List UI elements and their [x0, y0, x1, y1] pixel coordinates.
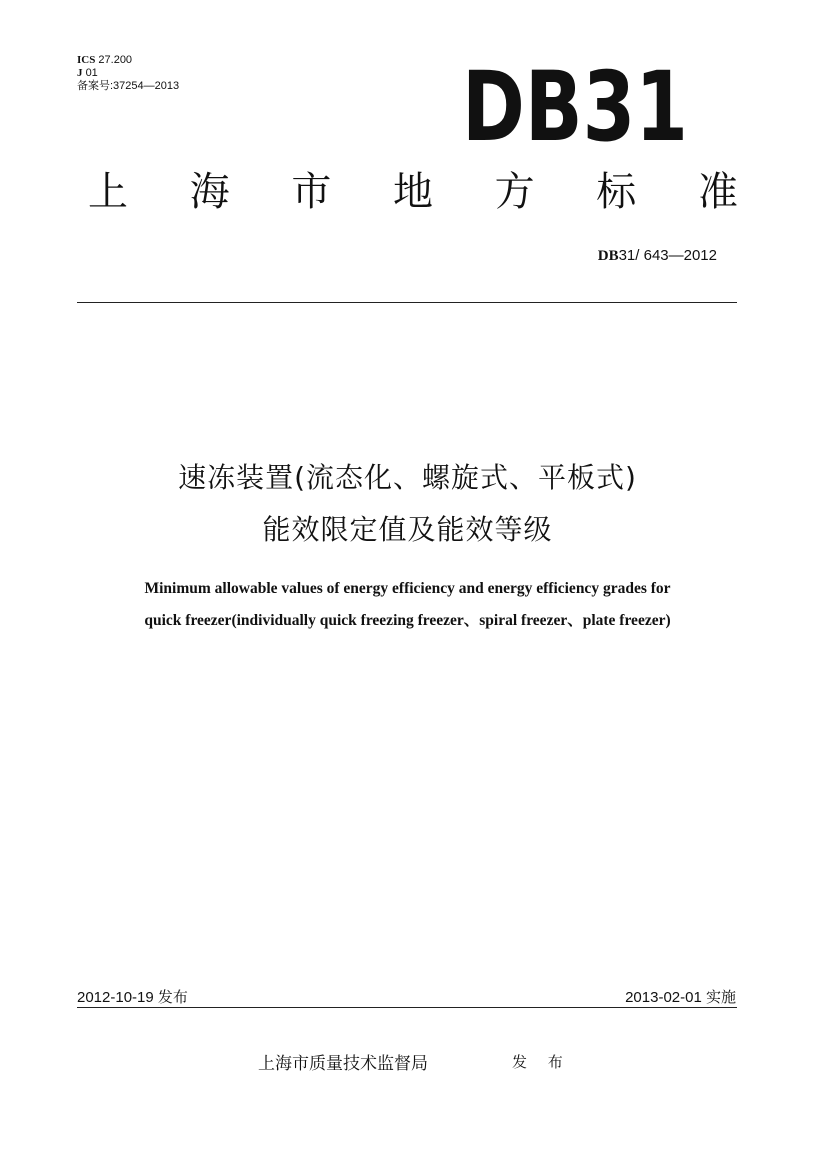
standard-type-char: 准: [697, 169, 738, 215]
standard-type-heading: [88, 168, 738, 216]
title-en-line-1: Minimum allowable values of energy efficiency and energy efficiency grades for: [144, 580, 671, 597]
standard-type-char: 海: [189, 169, 230, 215]
db31-logo: [462, 51, 688, 163]
filing-number: 备案号:37254—2013: [77, 80, 180, 92]
title-zh-line-2: 能效限定值及能效等级: [262, 513, 553, 546]
issuing-authority: 上海市质量技术监督局: [258, 1054, 428, 1074]
standard-type-char: 地: [392, 169, 433, 215]
implementation-date: 2013-02-01 实施: [625, 989, 736, 1006]
footer-divider: [77, 1007, 737, 1008]
standard-type-char: 上: [88, 169, 128, 215]
ics-code: ICS 27.200: [77, 54, 133, 66]
ccs-code: J 01: [77, 67, 98, 79]
standard-number: DB31/ 643—2012: [597, 247, 717, 264]
issue-label: 发 布: [512, 1053, 571, 1071]
svg-text:DB31: DB31: [462, 51, 688, 163]
title-en-line-2: quick freezer(individually quick freezing freezer、spiral freezer、plate freezer): [144, 612, 671, 629]
standard-type-char: 市: [291, 169, 332, 215]
standard-type-char: 标: [596, 169, 637, 215]
standard-type-char: 方: [494, 169, 535, 215]
issue-date: 2012-10-19 发布: [77, 989, 188, 1006]
header-divider: [77, 302, 737, 303]
title-zh-line-1: 速冻装置(流态化、螺旋式、平板式): [178, 461, 637, 494]
